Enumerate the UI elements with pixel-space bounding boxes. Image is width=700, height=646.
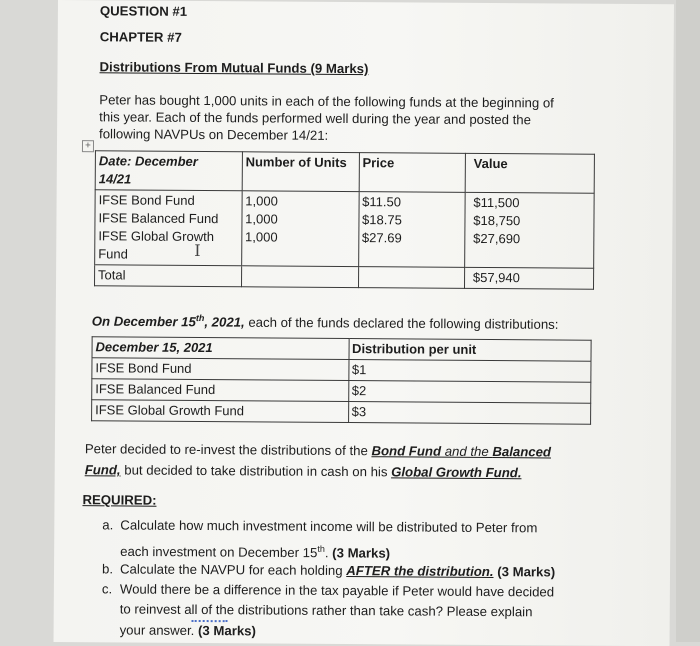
intro-line-1: Peter has bought 1,000 units in each of the following funds at the beginning of xyxy=(99,92,554,111)
item-a-sup: th xyxy=(317,543,325,554)
bond-fund-emph: Bond Fund xyxy=(371,443,442,459)
dist-header-amount: Distribution per unit xyxy=(349,339,592,362)
chapter-heading: CHAPTER #7 xyxy=(99,29,182,45)
units-value: 1,000 xyxy=(245,193,278,209)
units-value: 1,000 xyxy=(245,211,278,227)
item-c-marker: c. xyxy=(101,581,113,597)
text-cursor-icon: I xyxy=(194,240,201,261)
required-heading: REQUIRED: xyxy=(82,492,157,508)
question-heading: QUESTION #1 xyxy=(99,3,188,19)
balanced-emph: Balanced xyxy=(492,444,552,460)
decision-line-1 xyxy=(85,441,551,460)
header-value: Value xyxy=(465,153,594,193)
header-price: Price xyxy=(359,153,466,193)
dist-amount: $2 xyxy=(348,381,591,404)
decision-text-2: but decided to take distribution in cash on his xyxy=(120,462,392,480)
fund-name: IFSE Global Growth xyxy=(98,228,215,245)
table-move-handle-icon[interactable]: + xyxy=(82,140,94,152)
price-value: $18.75 xyxy=(362,212,402,228)
header-date-cell xyxy=(95,151,242,191)
item-c-line-1: Would there be a difference in the tax payable if Peter would have decided xyxy=(119,581,555,600)
dist-fund-name: IFSE Balanced Fund xyxy=(92,379,349,402)
dist-amount: $3 xyxy=(348,402,591,425)
navpu-table xyxy=(94,150,595,289)
document-page xyxy=(54,0,674,646)
item-b-marker: b. xyxy=(101,561,114,577)
item-a-marks: (3 Marks) xyxy=(332,545,391,561)
total-units-empty xyxy=(241,266,358,288)
fund-name: IFSE Bond Fund xyxy=(98,192,195,208)
value-amount: $11,500 xyxy=(473,194,520,211)
distribution-intro xyxy=(92,309,559,333)
total-price-empty xyxy=(358,267,464,289)
dist-date-sup: th xyxy=(195,312,205,324)
item-c-text: your answer. xyxy=(119,622,195,638)
header-date-2: 14/21 xyxy=(98,171,132,187)
intro-line-2: this year. Each of the funds performed well during the year and posted the xyxy=(99,109,532,128)
dist-fund-name: IFSE Global Growth Fund xyxy=(92,400,349,423)
value-cell xyxy=(464,192,594,268)
decision-text: Peter decided to re-invest the distributions of the xyxy=(84,441,372,459)
header-units: Number of Units xyxy=(242,152,359,192)
units-cell xyxy=(241,191,358,267)
value-amount: $27,690 xyxy=(473,230,521,247)
item-a-text: each investment on December 15 xyxy=(120,543,318,561)
fund-cell xyxy=(95,190,242,266)
dist-amount: $1 xyxy=(348,360,591,383)
item-c-line-2: to reinvest all of the distributions rather than take cash? Please explain xyxy=(119,601,533,620)
item-c-line-3 xyxy=(120,622,256,639)
price-cell xyxy=(358,192,465,268)
total-label: Total xyxy=(95,265,242,287)
decision-line-2 xyxy=(85,462,522,481)
fund-emph: Fund, xyxy=(84,462,121,478)
dist-intro-rest: each of the funds declared the following distributions: xyxy=(244,314,559,332)
fund-name: IFSE Balanced Fund xyxy=(98,210,219,227)
item-b-line xyxy=(120,561,555,580)
item-a-period: . xyxy=(324,545,329,561)
dist-date-suffix: , 2021, xyxy=(204,314,245,330)
background-edge xyxy=(676,0,700,642)
total-row xyxy=(95,265,594,289)
item-c-marks: (3 Marks) xyxy=(197,622,256,639)
spellcheck-underline xyxy=(192,618,228,622)
units-value: 1,000 xyxy=(245,229,278,245)
item-b-emph: AFTER the distribution. xyxy=(346,563,494,580)
distribution-table xyxy=(91,336,592,424)
global-growth-emph: Global Growth Fund. xyxy=(391,464,522,481)
total-value: $57,940 xyxy=(464,267,593,289)
price-value: $11.50 xyxy=(362,194,402,210)
value-amount: $18,750 xyxy=(473,212,521,229)
decision-and: and the xyxy=(441,443,493,460)
price-value: $27.69 xyxy=(361,230,402,246)
dist-fund-name: IFSE Bond Fund xyxy=(92,358,349,381)
fund-name-cont: Fund xyxy=(98,246,128,262)
table-row xyxy=(95,190,595,268)
table-header-row xyxy=(95,151,594,193)
dist-header-date: December 15, 2021 xyxy=(92,337,349,360)
item-a-line-1: Calculate how much investment income will be distributed to Peter from xyxy=(120,517,538,536)
table-row xyxy=(92,400,591,424)
item-b-text: Calculate the NAVPU for each holding xyxy=(119,561,347,579)
intro-line-3: following NAVPUs on December 14/21: xyxy=(99,126,329,143)
dist-date-prefix: On December 15 xyxy=(91,313,196,330)
section-title: Distributions From Mutual Funds (9 Marks) xyxy=(99,59,369,77)
header-date: Date: December xyxy=(98,153,198,169)
item-b-marks: (3 Marks) xyxy=(497,564,556,580)
item-a-marker: a. xyxy=(102,517,114,533)
item-a-line-2 xyxy=(120,539,390,561)
